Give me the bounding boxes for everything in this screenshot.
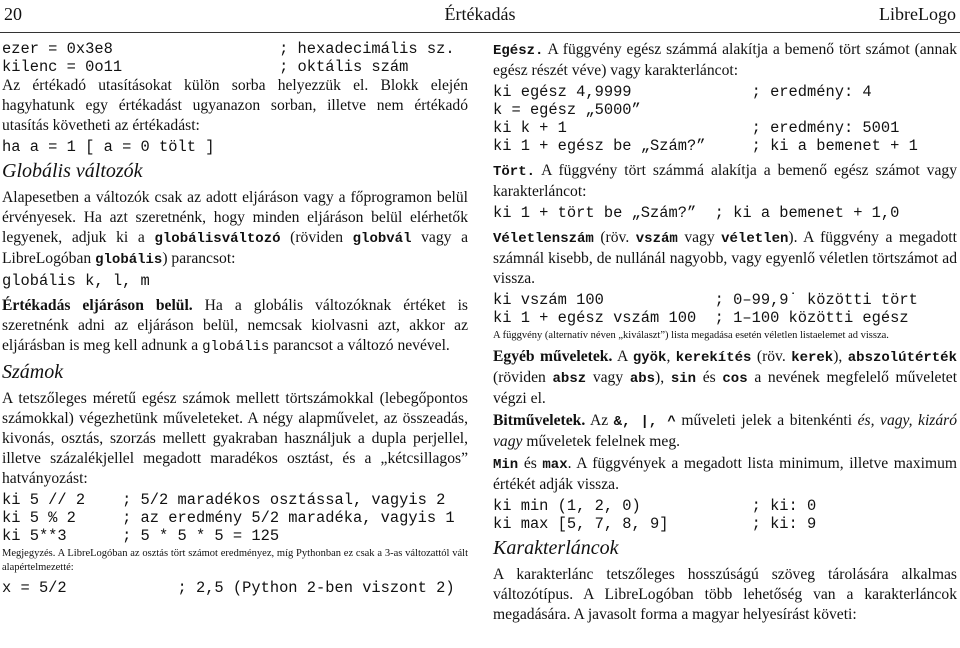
product-name: LibreLogo [879,4,956,24]
paragraph-assign-in-procedure: Értékadás eljáráson belül. Ha a globális változóknak értéket is szeretnénk adni az eljáráson belül, nemcsak kiolvasni azt, akkor az eljárásban is meg kell adnunk a globális parancsot a változó nevével. [2,297,468,355]
page-number: 20 [4,4,22,24]
paragraph-bitwise: Bitműveletek. Az &, |, ^ műveleti jelek a bitenkénti és, vagy, kizáró vagy műveletek felelnek meg. [493,412,958,450]
right-column [493,40,957,627]
heading-numbers: Számok [2,361,64,383]
paragraph-random: Véletlenszám (röv. vszám vagy véletlen). A függvény a megadott számnál kisebb, de nullánál nagyobb, vagy egyenlő véletlen törtszámot ad vissza. [493,229,957,287]
code-tort: ki 1 + tört be „Szám?” ; ki a bemenet + 1,0 [493,204,900,222]
header-rule [0,32,960,33]
keyword-globalisvaltozo: globálisváltozó [154,231,281,247]
code-egesz: ki egész 4,9999 ; eredmény: 4 k = egész „5000” ki k + 1 ; eredmény: 5001 ki 1 + egész be „Szám?” ; ki a bemenet + 1 [493,83,918,155]
code-ha-tolt: ha a = 1 [ a = 0 tölt ] [2,138,215,156]
code-hex-octal: ezer = 0x3e8 ; hexadecimális sz. kilenc = 0o11 ; oktális szám [2,40,455,76]
running-header [0,4,960,28]
paragraph-other-ops: Egyéb műveletek. A gyök, kerekítés (röv. kerek), abszolútérték (röviden absz vagy abs), sin és cos a nevének megfelelő műveletet végzi el. [493,348,958,407]
note-division: Megjegyzés. A LibreLogóban az osztás tört számot eredményez, míg Pythonban ez csak a 3-as változattól vált alapértelmezetté: [2,548,468,573]
paragraph-numbers: A tetszőleges méretű egész számok mellett törtszámokkal (lebegőpontos számokkal) végezhetünk műveleteket. A négy alapművelet, az összeadás, kivonás, osztás, szorzás mellett gyakraban használjuk a dupla perjellel, illetve százalékjellel megadott maradékos osztást, és a „kétcsillagos” hatványozást: [2,390,468,487]
keyword-globval: globvál [352,231,412,247]
left-column [2,40,468,597]
paragraph-egesz: Egész. A függvény egész számmá alakítja a bemenő tört számot (annak egész részét véve) vagy karakterláncot: [493,41,957,79]
paragraph-tort: Tört. A függvény tört számmá alakítja a bemenő egész számot vagy karakterláncot: [493,162,957,200]
paragraph-global: Alapesetben a változók csak az adott eljáráson vagy a főprogramon belül érvényesek. Ha azt szeretnénk, hogy minden eljáráson belül elérhetők legyenek, adjuk ki a globálisváltozó (röviden globvál vagy a LibreLogóban globális) parancsot: [2,189,469,268]
code-operators: ki 5 // 2 ; 5/2 maradékos osztással, vagyis 2 ki 5 % 2 ; az eredmény 5/2 maradéka, vagyis 1 ki 5**3 ; 5 * 5 * 5 = 125 [2,491,455,545]
heading-global-variables: Globális változók [2,160,143,182]
chapter-title: Értékadás [444,4,516,24]
code-globalis: globális k, l, m [2,272,150,290]
code-random: ki vszám 100 ; 0–99,9˙ közötti tört ki 1 + egész vszám 100 ; 1–100 közötti egész [493,291,918,327]
paragraph-assignment: Az értékadó utasításokat külön sorba helyezzük el. Blokk elején hagyhatunk egy értékadást ugyanazon sorban, illetve nem értékadó utasítás követheti az értékadást: [2,77,468,134]
code-min-max: ki min (1, 2, 0) ; ki: 0 ki max [5, 7, 8, 9] ; ki: 9 [493,497,817,533]
paragraph-min-max: Min és max. A függvények a megadott lista minimum, illetve maximum értékét adják vissza. [493,455,957,493]
note-random-list: A függvény (alternatív néven „kiválaszt”) lista megadása esetén véletlen listaelemet ad vissza. [493,330,889,341]
paragraph-strings: A karakterlánc tetszőleges hosszúságú szöveg tárolására alkalmas változótípus. A LibreLogóban több lehetőség van a karakterláncok megadására. A javasolt forma a magyar helyesírást követi: [493,566,957,623]
code-division: x = 5/2 ; 2,5 (Python 2-ben viszont 2) [2,579,455,597]
heading-strings: Karakterláncok [493,537,619,559]
keyword-globalis: globális [95,252,163,268]
